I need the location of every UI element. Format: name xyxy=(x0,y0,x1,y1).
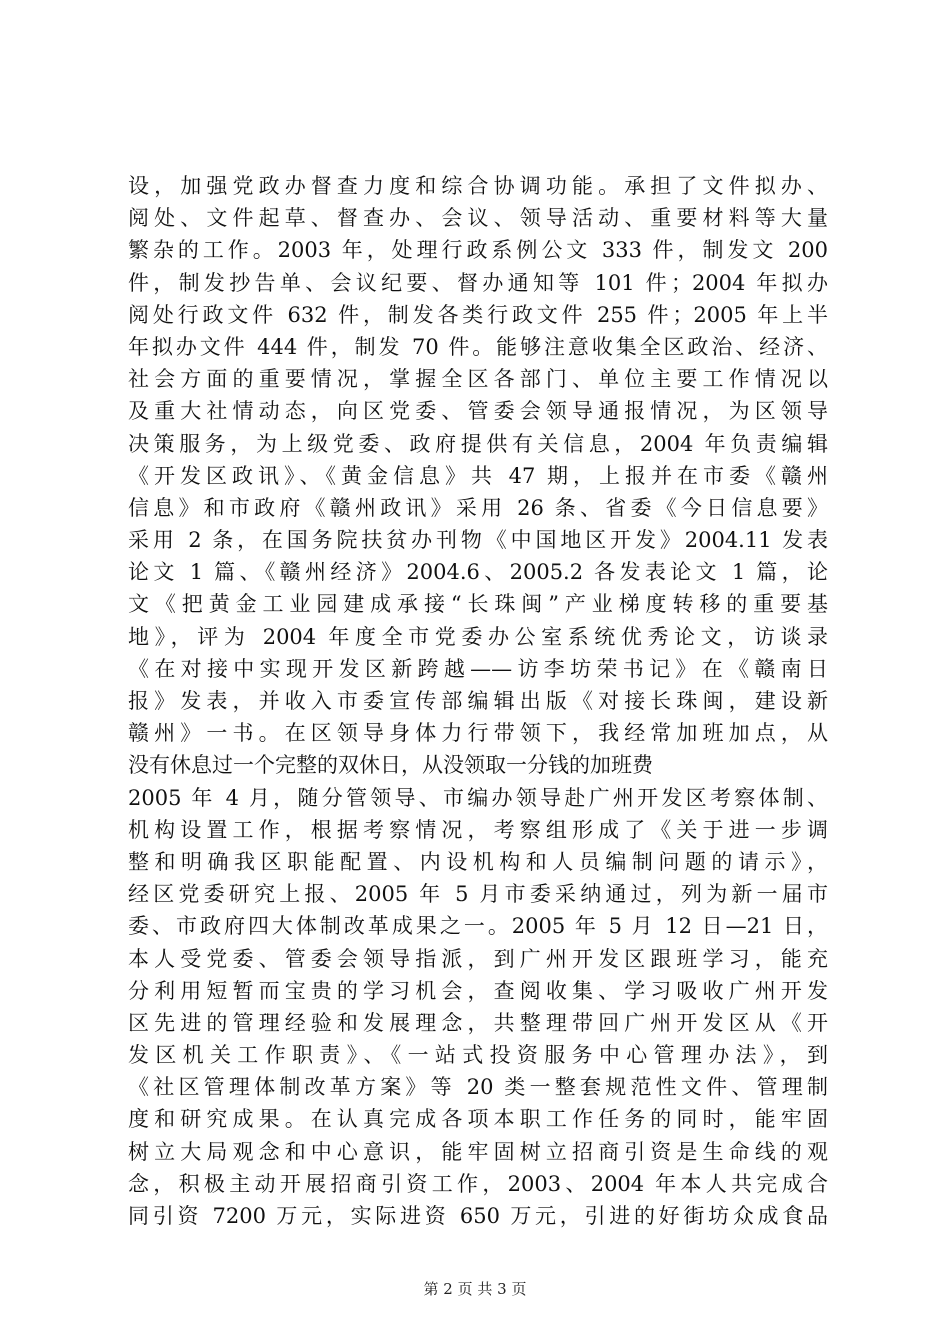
text-line: 《社区管理体制改革方案》等 20 类一整套规范性文件、管理制 xyxy=(128,1075,828,1100)
text-line: 文《把黄金工业园建成承接“长珠闽”产业梯度转移的重要基 xyxy=(128,592,828,617)
text-line: 采用 2 条，在国务院扶贫办刊物《中国地区开发》2004.11 发表 xyxy=(128,528,828,553)
text-line: 年拟办文件 444 件，制发 70 件。能够注意收集全区政治、经济、 xyxy=(128,334,828,359)
page-footer xyxy=(0,1278,950,1299)
body-text xyxy=(128,170,828,1232)
text-line: 树立大局观念和中心意识，能牢固树立招商引资是生命线的观 xyxy=(128,1139,828,1164)
text-line: 分利用短暂而宝贵的学习机会，查阅收集、学习吸收广州开发 xyxy=(128,978,828,1003)
text-line: 发区机关工作职责》、《一站式投资服务中心管理办法》，到 xyxy=(128,1043,828,1068)
text-line: 没有休息过一个完整的双休日，从没领取一分钱的加班费 xyxy=(128,753,653,778)
text-line: 《开发区政讯》、《黄金信息》共 47 期，上报并在市委《赣州 xyxy=(128,463,828,488)
text-line: 度和研究成果。在认真完成各项本职工作任务的同时，能牢固 xyxy=(128,1107,828,1132)
text-line: 设，加强党政办督查力度和综合协调功能。承担了文件拟办、 xyxy=(128,174,828,198)
text-line: 论文 1 篇、《赣州经济》2004.6、2005.2 各发表论文 1 篇，论 xyxy=(128,560,828,585)
page-number: 第 2 页 共 3 页 xyxy=(423,1280,527,1298)
text-line: 委、市政府四大体制改革成果之一。2005 年 5 月 12 日—21 日， xyxy=(128,914,828,939)
text-line: 信息》和市政府《赣州政讯》采用 26 条、省委《今日信息要》 xyxy=(128,495,828,520)
text-line: 阅处行政文件 632 件，制发各类行政文件 255 件；2005 年上半 xyxy=(128,302,828,327)
text-line: 2005 年 4 月，随分管领导、市编办领导赴广州开发区考察体制、 xyxy=(128,785,828,810)
text-line: 社会方面的重要情况，掌握全区各部门、单位主要工作情况以 xyxy=(128,367,828,392)
text-line: 念，积极主动开展招商引资工作，2003、2004 年本人共完成合 xyxy=(128,1171,828,1196)
text-line: 报》发表，并收入市委宣传部编辑出版《对接长珠闽，建设新 xyxy=(128,689,828,713)
text-line: 赣州》一书。在区领导身体力行带领下，我经常加班加点，从 xyxy=(128,721,828,746)
text-line: 决策服务，为上级党委、政府提供有关信息，2004 年负责编辑 xyxy=(128,431,828,456)
text-line: 经区党委研究上报、2005 年 5 月市委采纳通过，列为新一届市 xyxy=(128,882,828,907)
text-line: 本人受党委、管委会领导指派，到广州开发区跟班学习，能充 xyxy=(128,946,828,971)
text-line: 地》，评为 2004 年度全市党委办公室系统优秀论文，访谈录 xyxy=(128,624,828,649)
text-line: 机构设置工作，根据考察情况，考察组形成了《关于进一步调 xyxy=(128,817,828,842)
text-line: 同引资 7200 万元，实际进资 650 万元，引进的好街坊众成食品 xyxy=(128,1204,828,1228)
text-line: 繁杂的工作。2003 年，处理行政系例公文 333 件，制发文 200 xyxy=(128,238,828,263)
text-line: 阅处、文件起草、督查办、会议、领导活动、重要材料等大量 xyxy=(128,206,828,231)
text-line: 区先进的管理经验和发展理念，共整理带回广州开发区从《开 xyxy=(128,1010,828,1035)
text-line: 整和明确我区职能配置、内设机构和人员编制问题的请示》， xyxy=(128,849,828,874)
text-line: 件，制发抄告单、会议纪要、督办通知等 101 件；2004 年拟办 xyxy=(128,270,828,295)
text-line: 及重大社情动态，向区党委、管委会领导通报情况，为区领导 xyxy=(128,399,828,424)
text-line: 《在对接中实现开发区新跨越——访李坊荣书记》在《赣南日 xyxy=(128,656,828,681)
